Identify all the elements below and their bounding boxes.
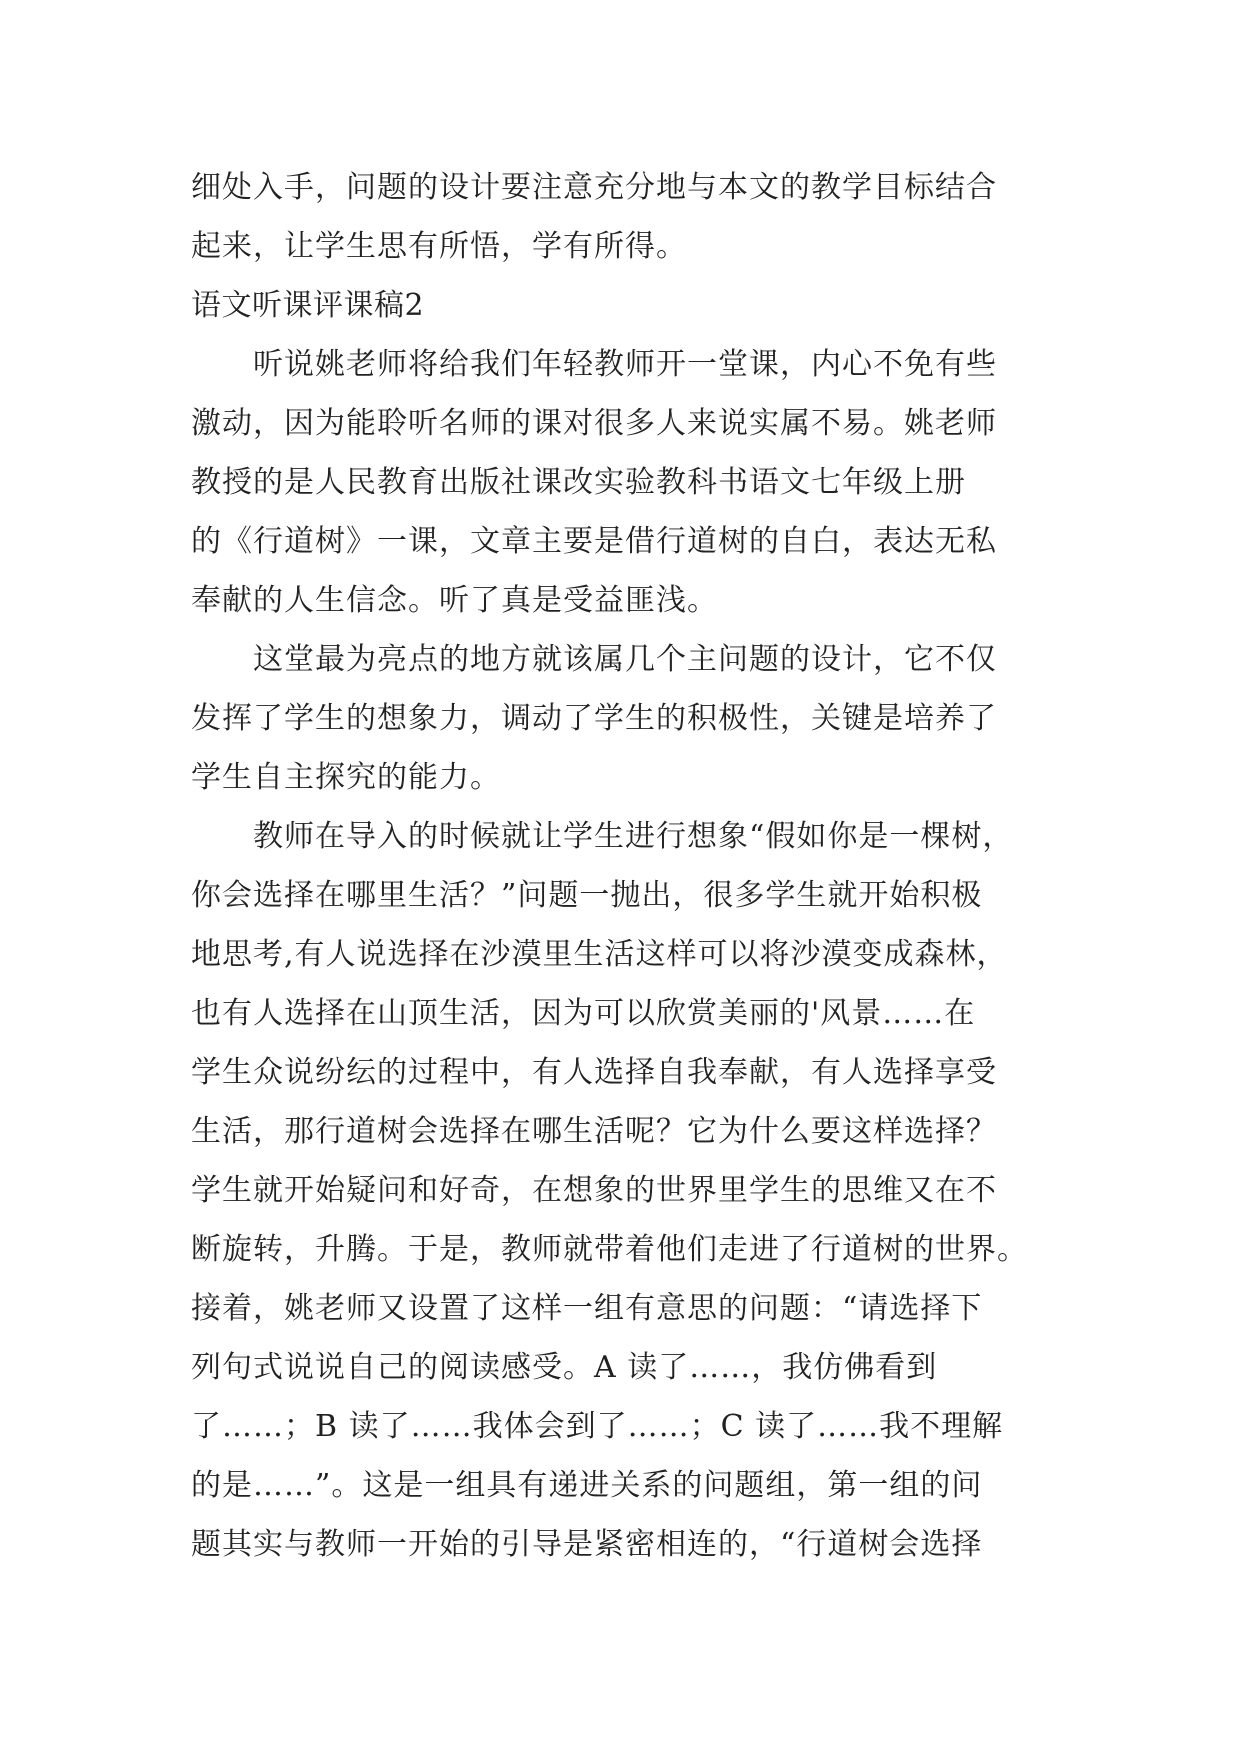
text-line: 断旋转，升腾。于是，教师就带着他们走进了行道树的世界。: [191, 1232, 1028, 1267]
text-line: 生活，那行道树会选择在哪生活呢？它为什么要这样选择？: [191, 1114, 997, 1149]
text-line: 教授的是人民教育出版社课改实验教科书语文七年级上册: [191, 465, 966, 500]
text-line: 了……；B 读了……我体会到了……；C 读了……我不理解: [191, 1409, 1004, 1444]
text-line: 的是……”。这是一组具有递进关系的问题组，第一组的问: [191, 1468, 983, 1503]
text-line: 发挥了学生的想象力，调动了学生的积极性，关键是培养了: [191, 701, 997, 736]
text-line: 题其实与教师一开始的引导是紧密相连的，“行道树会选择: [191, 1527, 983, 1562]
text-line: 学生就开始疑问和好奇，在想象的世界里学生的思维又在不: [191, 1173, 997, 1208]
text-line: 学生自主探究的能力。: [191, 760, 501, 795]
text-line: 接着，姚老师又设置了这样一组有意思的问题：“请选择下: [191, 1291, 983, 1326]
text-line: 的《行道树》一课，文章主要是借行道树的自白，表达无私: [191, 524, 997, 559]
text-line: 地思考,有人说选择在沙漠里生活这样可以将沙漠变成森林，: [191, 937, 1008, 972]
text-line: 听说姚老师将给我们年轻教师开一堂课，内心不免有些: [191, 347, 997, 382]
text-line: 列句式说说自己的阅读感受。A 读了……，我仿佛看到: [191, 1350, 938, 1385]
text-line: 也有人选择在山顶生活，因为可以欣赏美丽的'风景……在: [191, 996, 976, 1031]
text-line: 激动，因为能聆听名师的课对很多人来说实属不易。姚老师: [191, 406, 997, 441]
text-line: 起来，让学生思有所悟，学有所得。: [191, 229, 687, 264]
text-line: 细处入手，问题的设计要注意充分地与本文的教学目标结合: [191, 170, 997, 205]
text-line: 奉献的人生信念。听了真是受益匪浅。: [191, 583, 718, 618]
text-line: 这堂最为亮点的地方就该属几个主问题的设计，它不仅: [191, 642, 997, 677]
text-line: 你会选择在哪里生活？”问题一抛出，很多学生就开始积极: [191, 878, 983, 913]
text-line: 学生众说纷纭的过程中，有人选择自我奉献，有人选择享受: [191, 1055, 997, 1090]
body-text: [191, 158, 1061, 1574]
text-line: 教师在导入的时候就让学生进行想象“假如你是一棵树，: [191, 819, 1014, 854]
section-heading: 语文听课评课稿2: [191, 288, 425, 323]
